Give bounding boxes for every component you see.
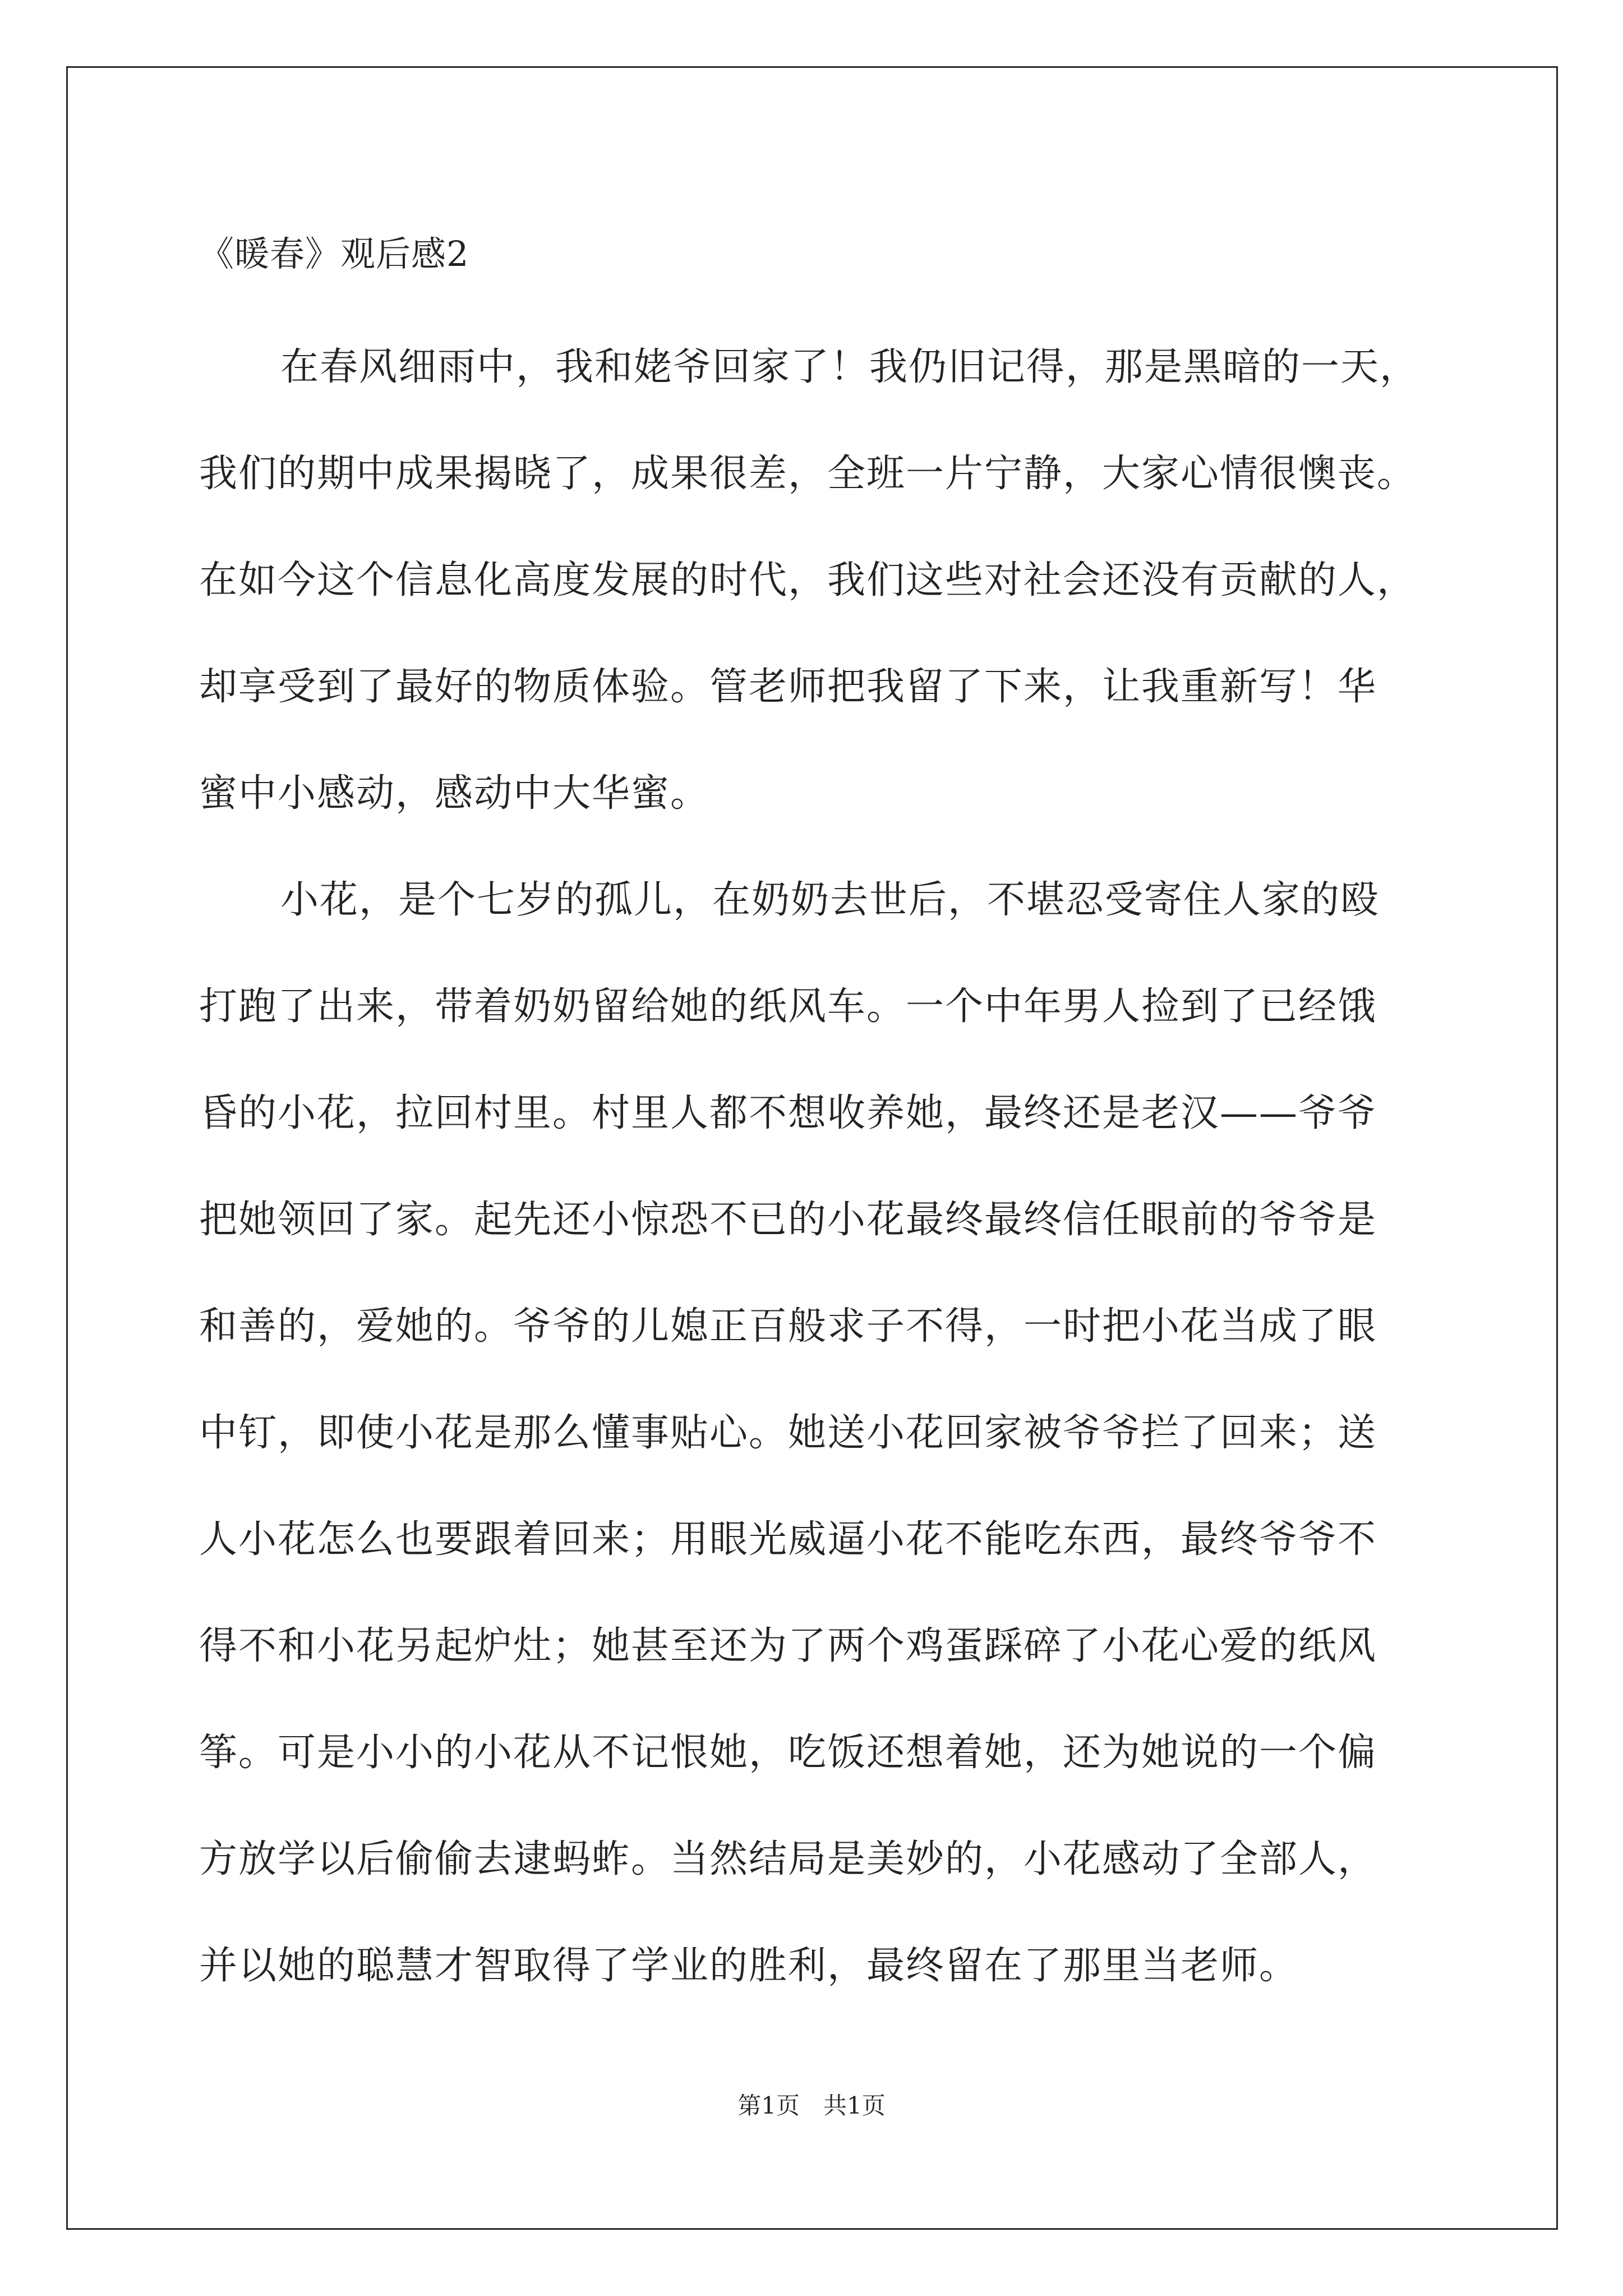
paragraph-line: 在春风细雨中，我和姥爷回家了！我仍旧记得，那是黑暗的一天， <box>280 345 1419 389</box>
document-title: 《暖春》观后感2 <box>199 233 469 274</box>
paragraph-line: 蜜中小感动，感动中大华蜜。 <box>199 771 710 816</box>
page-footer: 第1页 共1页 <box>737 2092 886 2119</box>
paragraph-line: 方放学以后偷偷去逮蚂蚱。当然结局是美妙的，小花感动了全部人， <box>199 1837 1377 1881</box>
paragraph-line: 中钉，即使小花是那么懂事贴心。她送小花回家被爷爷拦了回来；送 <box>199 1411 1377 1455</box>
paragraph-line: 得不和小花另起炉灶；她甚至还为了两个鸡蛋踩碎了小花心爱的纸风 <box>199 1624 1377 1668</box>
paragraph-line: 昏的小花，拉回村里。村里人都不想收养她，最终还是老汉——爷爷 <box>199 1091 1377 1135</box>
paragraph-line: 在如今这个信息化高度发展的时代，我们这些对社会还没有贡献的人， <box>199 558 1417 602</box>
paragraph-line: 却享受到了最好的物质体验。管老师把我留了下来，让我重新写！华 <box>199 665 1377 709</box>
paragraph-line: 和善的，爱她的。爷爷的儿媳正百般求子不得，一时把小花当成了眼 <box>199 1304 1377 1349</box>
paragraph-line: 把她领回了家。起先还小惊恐不已的小花最终最终信任眼前的爷爷是 <box>199 1198 1377 1242</box>
paragraph-line: 小花，是个七岁的孤儿，在奶奶去世后，不堪忍受寄住人家的殴 <box>280 878 1380 922</box>
paragraph-1 <box>199 314 1433 847</box>
paragraph-line: 我们的期中成果揭晓了，成果很差，全班一片宁静，大家心情很懊丧。 <box>199 452 1417 496</box>
document-body <box>199 222 1433 2019</box>
paragraph-2 <box>199 847 1433 2019</box>
paragraph-line: 人小花怎么也要跟着回来；用眼光威逼小花不能吃东西，最终爷爷不 <box>199 1517 1377 1562</box>
paragraph-line: 并以她的聪慧才智取得了学业的胜利，最终留在了那里当老师。 <box>199 1944 1299 1988</box>
paragraph-line: 打跑了出来，带着奶奶留给她的纸风车。一个中年男人捡到了已经饿 <box>199 984 1377 1029</box>
paragraph-line: 筝。可是小小的小花从不记恨她，吃饭还想着她，还为她说的一个偏 <box>199 1731 1377 1775</box>
